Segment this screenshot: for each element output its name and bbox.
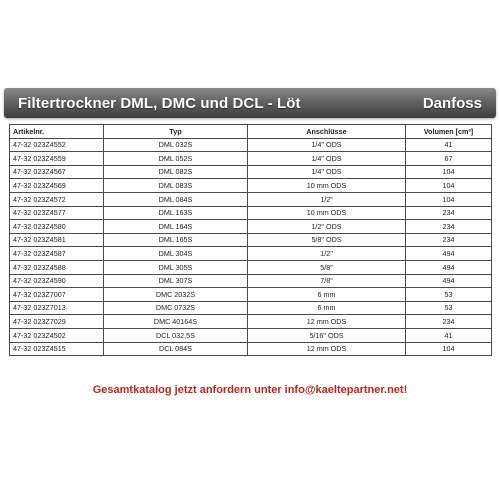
cell-type: DCL 032,5S xyxy=(104,328,248,342)
cell-type: DMC 0732S xyxy=(104,301,248,315)
table-body xyxy=(10,138,492,356)
cell-type: DML 165S xyxy=(104,233,248,247)
cell-article-number: 47-32 023Z4577 xyxy=(10,206,104,220)
table-row xyxy=(10,206,492,220)
cell-connection: 1/4" ODS xyxy=(248,165,406,179)
cell-type: DML 304S xyxy=(104,247,248,261)
cell-article-number: 47-32 023Z7029 xyxy=(10,315,104,329)
cell-article-number: 47-32 023Z4559 xyxy=(10,152,104,166)
cell-type: DML 305S xyxy=(104,260,248,274)
cell-article-number: 47-32 023Z4515 xyxy=(10,342,104,356)
cell-article-number: 47-32 023Z7013 xyxy=(10,301,104,315)
table-row xyxy=(10,274,492,288)
table-row xyxy=(10,247,492,261)
table-row xyxy=(10,342,492,356)
cell-type: DML 052S xyxy=(104,152,248,166)
cell-article-number: 47-32 023Z4581 xyxy=(10,233,104,247)
cell-volume: 234 xyxy=(406,315,492,329)
cell-type: DML 307S xyxy=(104,274,248,288)
cell-volume: 53 xyxy=(406,288,492,302)
table-row xyxy=(10,220,492,234)
cell-type: DML 164S xyxy=(104,220,248,234)
cell-article-number: 47-32 023Z7007 xyxy=(10,288,104,302)
brand-name: Danfoss xyxy=(422,94,482,112)
table-row xyxy=(10,138,492,152)
table-row xyxy=(10,179,492,193)
cell-volume: 53 xyxy=(406,301,492,315)
cell-article-number: 47-32 023Z4567 xyxy=(10,165,104,179)
cell-article-number: 47-32 023Z4580 xyxy=(10,220,104,234)
column-header-type: Typ xyxy=(104,125,248,139)
cell-volume: 234 xyxy=(406,206,492,220)
cell-connection: 1/2" xyxy=(248,247,406,261)
table-row xyxy=(10,192,492,206)
cell-connection: 1/4" ODS xyxy=(248,138,406,152)
product-table xyxy=(9,124,492,356)
cell-volume: 494 xyxy=(406,260,492,274)
cell-connection: 12 mm ODS xyxy=(248,342,406,356)
title-bar xyxy=(4,88,496,118)
cell-volume: 67 xyxy=(406,152,492,166)
cell-type: DML 083S xyxy=(104,179,248,193)
cell-connection: 6 mm xyxy=(248,288,406,302)
cell-connection: 5/8" xyxy=(248,260,406,274)
table-row xyxy=(10,165,492,179)
page-title: Filtertrockner DML, DMC und DCL - Löt xyxy=(18,94,301,112)
cell-volume: 41 xyxy=(406,328,492,342)
cell-connection: 10 mm ODS xyxy=(248,206,406,220)
cell-volume: 41 xyxy=(406,138,492,152)
cell-article-number: 47-32 023Z4590 xyxy=(10,274,104,288)
cell-type: DMC 40164S xyxy=(104,315,248,329)
cell-type: DML 082S xyxy=(104,165,248,179)
cell-connection: 1/2" ODS xyxy=(248,220,406,234)
cell-connection: 1/2" xyxy=(248,192,406,206)
cell-connection: 1/4" ODS xyxy=(248,152,406,166)
table-row xyxy=(10,152,492,166)
column-header-article: Artikelnr. xyxy=(10,125,104,139)
cell-connection: 12 mm ODS xyxy=(248,315,406,329)
table-header-row xyxy=(10,125,492,139)
cell-type: DML 084S xyxy=(104,192,248,206)
cell-connection: 10 mm ODS xyxy=(248,179,406,193)
column-header-volume: Volumen [cm³] xyxy=(406,125,492,139)
table-row xyxy=(10,288,492,302)
cell-type: DMC 2032S xyxy=(104,288,248,302)
cell-volume: 494 xyxy=(406,274,492,288)
cell-connection: 6 mm xyxy=(248,301,406,315)
table-row xyxy=(10,315,492,329)
cell-article-number: 47-32 023Z4588 xyxy=(10,260,104,274)
cell-article-number: 47-32 023Z4569 xyxy=(10,179,104,193)
cell-connection: 5/16" ODS xyxy=(248,328,406,342)
cell-type: DML 032S xyxy=(104,138,248,152)
cell-article-number: 47-32 023Z4587 xyxy=(10,247,104,261)
table-row xyxy=(10,328,492,342)
cell-volume: 104 xyxy=(406,179,492,193)
cell-volume: 234 xyxy=(406,220,492,234)
cell-type: DCL 084S xyxy=(104,342,248,356)
cell-article-number: 47-32 023Z4552 xyxy=(10,138,104,152)
cell-volume: 494 xyxy=(406,247,492,261)
cell-article-number: 47-32 023Z4502 xyxy=(10,328,104,342)
table-row xyxy=(10,233,492,247)
cell-article-number: 47-32 023Z4572 xyxy=(10,192,104,206)
table-row xyxy=(10,301,492,315)
catalog-request-note: Gesamtkatalog jetzt anfordern unter info@kaeltepartner.net! xyxy=(92,384,408,396)
cell-volume: 104 xyxy=(406,342,492,356)
cell-connection: 7/8" xyxy=(248,274,406,288)
cell-volume: 104 xyxy=(406,165,492,179)
cell-type: DML 163S xyxy=(104,206,248,220)
cell-connection: 5/8" ODS xyxy=(248,233,406,247)
cell-volume: 104 xyxy=(406,192,492,206)
column-header-connections: Anschlüsse xyxy=(248,125,406,139)
table-row xyxy=(10,260,492,274)
cell-volume: 234 xyxy=(406,233,492,247)
